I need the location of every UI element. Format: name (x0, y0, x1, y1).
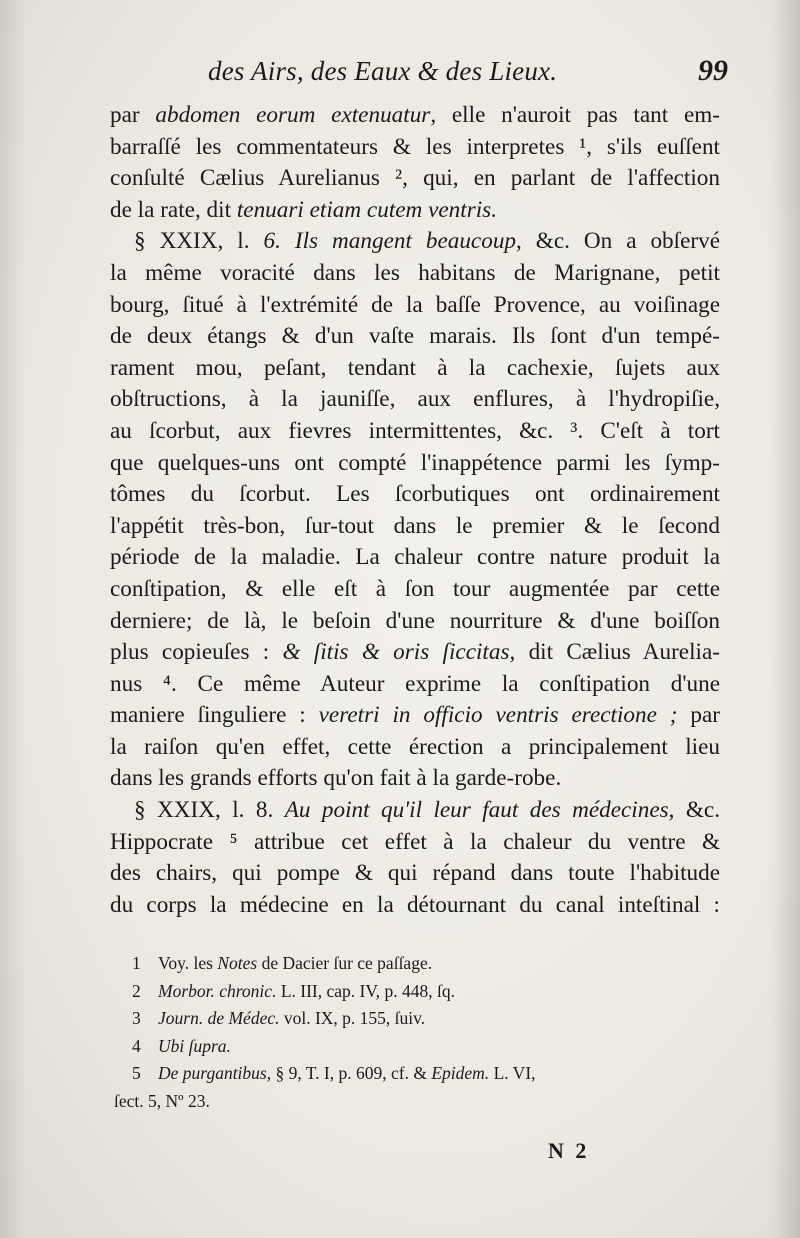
text-run: § XXIX, l. 8. (134, 797, 285, 824)
text-line (110, 732, 720, 764)
text-run: conſulté Cælius Aurelianus ², qui, en parlant de l'affection (110, 165, 720, 192)
italic-text: veretri in officio ventris erectione ; (318, 702, 678, 729)
text-run: par (677, 702, 721, 729)
italic-text: Journ. de Médec. (158, 1008, 280, 1029)
footnote-number: 1 (132, 953, 141, 973)
italic-text: 6. Ils mangent beaucoup (263, 228, 517, 255)
text-run: ſect. 5, Nº 23. (114, 1090, 210, 1111)
text-run: , § 9, T. I, p. 609, cf. & (266, 1063, 432, 1084)
text-line (110, 606, 720, 638)
text-run: que quelques-uns ont compté l'inappétence parmi les ſymp- (110, 449, 720, 476)
text-run: derniere; de là, le beſoin d'une nourriture & d'une boiſſon (110, 607, 720, 634)
text-line (110, 669, 720, 701)
text-run: rament mou, peſant, tendant à la cachexie, ſujets aux (110, 354, 720, 381)
page-header (208, 50, 728, 94)
text-line (110, 226, 720, 258)
text-run: vol. IX, p. 155, ſuiv. (279, 1008, 426, 1029)
footnote (114, 1060, 720, 1088)
text-run: , dit Cælius Aurelia- (509, 639, 720, 666)
text-line (110, 290, 720, 322)
text-run: des chairs, qui pompe & qui répand dans toute l'habitude (110, 860, 720, 887)
footnotes (114, 950, 720, 1116)
text-run: tômes du ſcorbut. Les ſcorbutiques ont ordinairement (110, 481, 720, 508)
text-run: § XXIX, l. (134, 228, 264, 255)
text-line (110, 132, 720, 164)
text-line (110, 574, 720, 606)
italic-text: Morbor. chronic. (158, 980, 277, 1001)
text-line (110, 542, 720, 574)
text-line (110, 827, 720, 859)
text-run: maniere ſinguliere : (110, 702, 319, 729)
footnote-number: 4 (132, 1035, 141, 1056)
text-line (110, 258, 720, 290)
text-run: au ſcorbut, aux fievres intermittentes, &c. ³. C'eſt à tort (110, 417, 720, 444)
footnote (114, 1005, 720, 1033)
text-run: de la rate, dit (110, 196, 237, 223)
text-run: du corps la médecine en la détournant du canal inteſtinal : (110, 891, 720, 918)
text-line (110, 163, 720, 195)
text-run: dans les grands efforts qu'on fait à la garde-robe. (110, 765, 562, 792)
text-run: Hippocrate ⁵ attribue cet effet à la chaleur du ventre & (110, 828, 720, 855)
text-run: de deux étangs & d'un vaſte marais. Ils ſont d'un tempé- (110, 323, 720, 350)
text-line (110, 700, 720, 732)
italic-text: De purgantibus (158, 1063, 267, 1084)
text-run: barraſſé les commentateurs & les interpretes ¹, s'ils euſſent (110, 133, 720, 160)
text-run: de Dacier ſur ce paſſage. (257, 953, 433, 973)
text-run: L. VI, (489, 1063, 536, 1084)
italic-text: & ſitis & oris ſiccitas (282, 639, 510, 666)
text-run: nus ⁴. Ce même Auteur exprime la conſtipation d'une (110, 670, 720, 697)
gutter-shadow (0, 0, 26, 1238)
footnote (114, 1033, 720, 1061)
text-line (110, 416, 720, 448)
text-run: période de la maladie. La chaleur contre nature produit la (110, 544, 720, 571)
text-run: , &c. On a obſervé (516, 228, 720, 255)
text-run: , &c. (668, 797, 720, 824)
edge-shadow (770, 0, 800, 1238)
running-title: des Airs, des Eaux & des Lieux. (208, 56, 558, 86)
text-run: Voy. les (158, 953, 218, 973)
text-run: la même voracité dans les habitans de Marignane, petit (110, 259, 720, 286)
text-line (110, 448, 720, 480)
text-line (110, 763, 720, 795)
text-run: obſtructions, à la jauniſſe, aux enflures, à l'hydropiſie, (110, 386, 720, 413)
text-run: plus copieuſes : (110, 639, 283, 666)
italic-text: tenuari etiam cutem ventris. (236, 196, 498, 223)
text-run: par (110, 102, 156, 128)
body-text (110, 100, 720, 921)
text-line (110, 795, 720, 827)
text-line (110, 384, 720, 416)
footnote (114, 1088, 720, 1116)
text-line (110, 890, 720, 922)
footnote-number: 3 (132, 1008, 141, 1029)
text-line (110, 195, 720, 227)
italic-text: Au point qu'il leur faut des médecines (284, 797, 669, 824)
text-run: conſtipation, & elle eſt à ſon tour augmentée par cette (110, 575, 720, 602)
italic-text: Epidem. (431, 1063, 490, 1084)
footnote (114, 950, 720, 978)
text-run: bourg, ſitué à l'extrémité de la baſſe Provence, au voiſinage (110, 291, 720, 318)
text-line (110, 479, 720, 511)
text-line (110, 511, 720, 543)
text-line (110, 858, 720, 890)
italic-text: abdomen eorum extenuatur (155, 102, 431, 128)
italic-text: Notes (217, 953, 258, 973)
page-number: 99 (698, 54, 728, 87)
text-run: l'appétit très-bon, ſur-tout dans le premier & le ſecond (110, 512, 720, 539)
footnote-number: 5 (132, 1063, 141, 1084)
text-line (110, 637, 720, 669)
italic-text: Ubi ſupra. (158, 1035, 231, 1056)
text-run: L. III, cap. IV, p. 448, ſq. (276, 980, 455, 1001)
signature-mark: N 2 (548, 1138, 590, 1163)
text-run: la raiſon qu'en effet, cette érection a principalement lieu (110, 733, 720, 760)
footnote (114, 978, 720, 1006)
text-line (110, 353, 720, 385)
text-run: , elle n'auroit pas tant em- (430, 102, 720, 128)
text-line (110, 321, 720, 353)
text-line (110, 100, 720, 132)
footnote-number: 2 (132, 980, 141, 1001)
